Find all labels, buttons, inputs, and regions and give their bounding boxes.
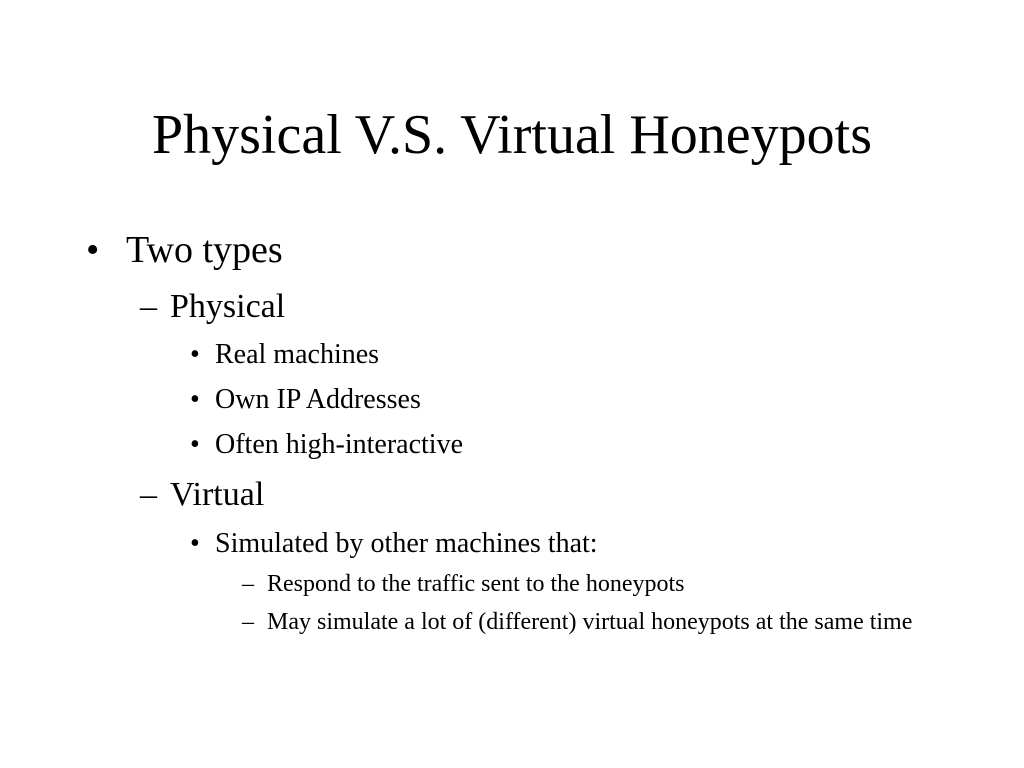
dash-marker: – <box>140 288 157 325</box>
list-item-simulated: Simulated by other machines that: <box>215 528 598 559</box>
bullet-marker: • <box>86 229 100 271</box>
bullet-marker: • <box>190 339 200 370</box>
bullet-two-types: Two types <box>126 229 283 271</box>
bullet-marker: • <box>190 528 200 559</box>
slide-title: Physical V.S. Virtual Honeypots <box>151 104 872 166</box>
subheading-physical: Physical <box>170 288 286 325</box>
dash-marker: – <box>140 476 157 513</box>
bullet-marker: • <box>190 384 200 415</box>
subheading-virtual: Virtual <box>170 476 265 513</box>
bullet-marker: • <box>190 429 200 460</box>
list-item-simulate-many: May simulate a lot of (different) virtual honeypots at the same time <box>267 609 913 635</box>
dash-marker: – <box>242 609 254 635</box>
list-item-high-interactive: Often high-interactive <box>215 429 464 460</box>
list-item-own-ip: Own IP Addresses <box>215 384 421 415</box>
list-item-respond: Respond to the traffic sent to the honeypots <box>267 571 685 597</box>
dash-marker: – <box>242 571 254 597</box>
list-item-real-machines: Real machines <box>215 339 380 370</box>
